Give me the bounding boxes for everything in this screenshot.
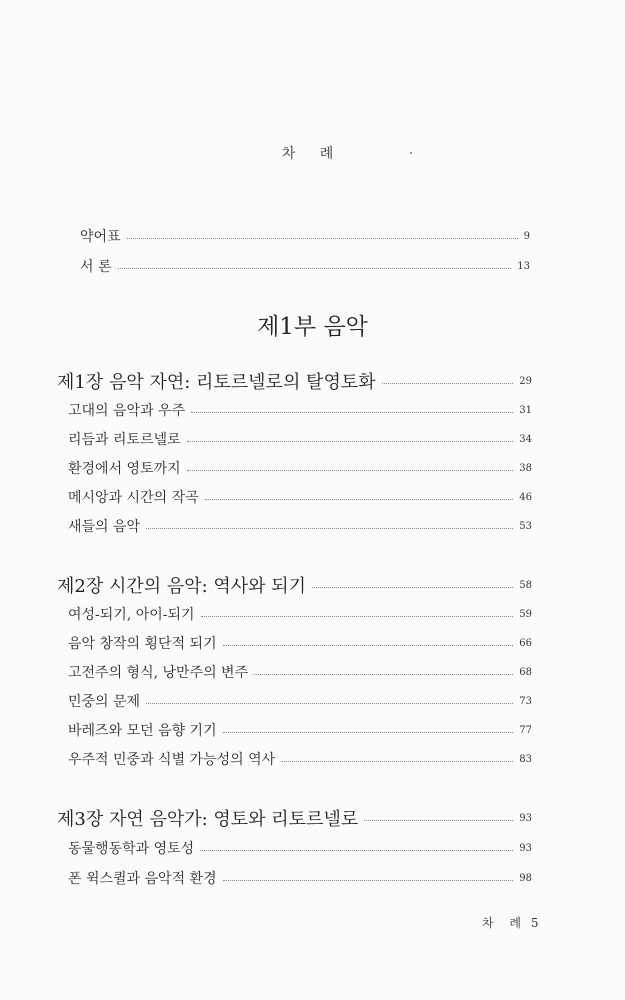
section-label: 바레즈와 모던 음향 기기 (68, 723, 217, 739)
page-number: 38 (519, 462, 532, 474)
toc-chapter-3[interactable] (0, 806, 625, 830)
section-label: 음악 창작의 횡단적 되기 (68, 636, 217, 652)
page-number: 34 (519, 433, 532, 445)
toc-section[interactable] (0, 660, 625, 684)
page-number: 68 (519, 666, 532, 678)
section-label: 고대의 음악과 우주 (68, 403, 186, 419)
toc-chapter-2[interactable] (0, 573, 625, 597)
dot-leader (201, 616, 514, 617)
dot-leader (146, 703, 513, 704)
section-label: 메시앙과 시간의 작곡 (68, 490, 199, 506)
page-number: 53 (519, 520, 532, 532)
toc-section[interactable] (0, 514, 625, 538)
page-heading: 차 례 (281, 146, 344, 162)
dot-leader (118, 268, 512, 269)
page-number: 9 (523, 230, 530, 242)
dot-leader (200, 850, 513, 851)
chapter-title: 제1장 음악 자연: 리토르넬로의 탈영토화 (57, 372, 376, 393)
section-label: 폰 윅스퀼과 음악적 환경 (68, 871, 217, 887)
section-label: 민중의 문제 (68, 694, 141, 710)
toc-section[interactable] (0, 485, 625, 509)
dot-leader (191, 412, 513, 413)
page-number: 93 (519, 842, 532, 854)
dot-leader (223, 880, 514, 881)
toc-section[interactable] (0, 456, 625, 480)
paper-speck (410, 152, 412, 154)
dot-leader (364, 820, 513, 821)
section-label: 환경에서 영토까지 (68, 461, 181, 477)
section-label: 새들의 음악 (68, 519, 141, 535)
toc-chapter-1[interactable] (0, 369, 625, 393)
toc-entry-abbreviations[interactable] (0, 224, 625, 248)
page-number: 83 (519, 753, 532, 765)
toc-entry-introduction[interactable] (0, 254, 625, 278)
dot-leader (146, 528, 513, 529)
footer-label: 차 례 (482, 916, 527, 930)
toc-section[interactable] (0, 866, 625, 890)
page-number: 29 (519, 375, 532, 387)
page-footer (482, 914, 538, 931)
page-number: 31 (519, 404, 532, 416)
footer-page-number: 5 (530, 916, 539, 930)
chapter-title: 제2장 시간의 음악: 역사와 되기 (57, 576, 307, 597)
entry-label: 서 론 (80, 259, 112, 275)
toc-section[interactable] (0, 631, 625, 655)
section-label: 여성-되기, 아이-되기 (68, 607, 195, 623)
toc-section[interactable] (0, 602, 625, 626)
part-title: 제1부 음악 (257, 314, 368, 340)
dot-leader (205, 499, 514, 500)
dot-leader (312, 587, 513, 588)
page-number: 66 (519, 637, 532, 649)
dot-leader (382, 383, 514, 384)
page-number: 59 (519, 608, 532, 620)
page-number: 77 (519, 724, 532, 736)
section-label: 동물행동학과 영토성 (68, 841, 195, 857)
toc-section[interactable] (0, 836, 625, 860)
dot-leader (223, 732, 514, 733)
page-number: 46 (519, 491, 532, 503)
page-number: 98 (519, 872, 532, 884)
dot-leader (187, 441, 514, 442)
section-label: 우주적 민중과 식별 가능성의 역사 (68, 752, 276, 768)
toc-section[interactable] (0, 718, 625, 742)
section-label: 고전주의 형식, 낭만주의 변주 (68, 665, 249, 681)
section-label: 리듬과 리토르넬로 (68, 432, 181, 448)
dot-leader (254, 674, 513, 675)
toc-section[interactable] (0, 747, 625, 771)
page-number: 13 (517, 260, 530, 272)
dot-leader (223, 645, 514, 646)
toc-section[interactable] (0, 689, 625, 713)
page-number: 73 (519, 695, 532, 707)
dot-leader (127, 238, 518, 239)
entry-label: 약어표 (80, 229, 121, 245)
dot-leader (281, 761, 513, 762)
toc-section[interactable] (0, 427, 625, 451)
toc-section[interactable] (0, 398, 625, 422)
page-number: 93 (519, 812, 532, 824)
dot-leader (187, 470, 514, 471)
chapter-title: 제3장 자연 음악가: 영토와 리토르넬로 (57, 809, 359, 830)
page-number: 58 (519, 579, 532, 591)
